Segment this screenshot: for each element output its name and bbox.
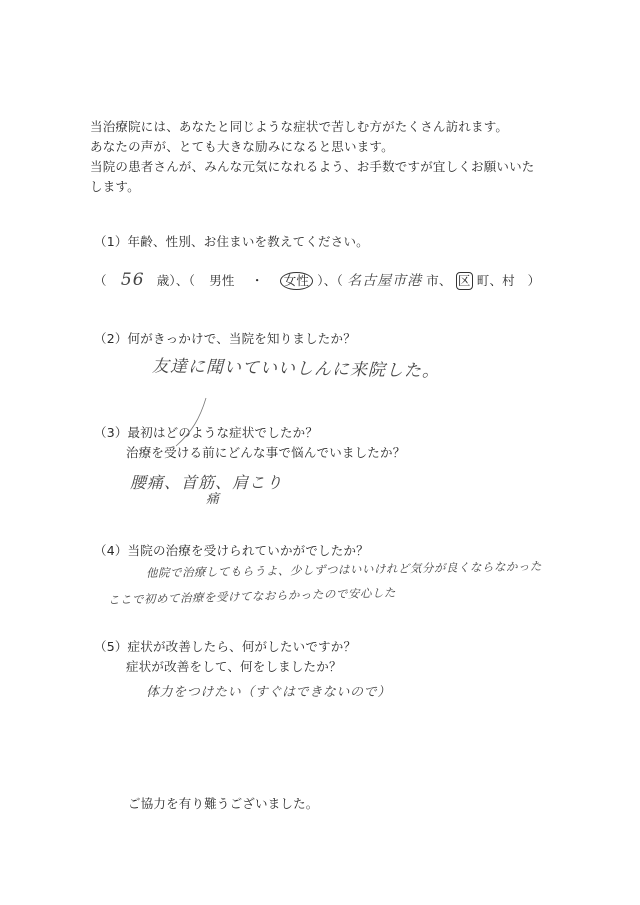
intro-line-3: 当院の患者さんが、みんな元気になれるよう、お手数ですが宜しくお願いいた — [90, 159, 535, 174]
answer-4-handwritten-line-1: 他院で治療してもらうよ、少しずつはいいけれど気分が良くならなかった — [145, 559, 543, 580]
paren-open: （ — [94, 273, 107, 288]
intro-line-2: あなたの声が、とても大きな励みになると思います。 — [90, 139, 394, 154]
answer-4-handwritten-line-2: ここで初めて治療を受けてなおらかったので安心した — [107, 585, 397, 607]
answer-3-handwritten: 腰痛、首筋、肩こり — [130, 473, 284, 492]
male-option: 男性 — [209, 273, 235, 288]
question-3: （3）最初はどのような症状でしたか？ — [94, 425, 319, 440]
age-suffix: 歳）、（ — [156, 273, 196, 288]
city-suffix: 市、 — [426, 273, 452, 288]
question-5: （5）症状が改善したら、何がしたいですか？ — [94, 639, 357, 654]
question-3-sub: 治療を受ける前にどんな事で悩んでいましたか？ — [126, 445, 406, 460]
answer-3-handwritten-2: 痛 — [206, 492, 221, 507]
city-handwritten: 名古屋市港 — [347, 273, 423, 289]
intro-line-1: 当治療院には、あなたと同じような症状で苦しむ方がたくさん訪れます。 — [90, 119, 509, 134]
age-handwritten: 56 — [120, 270, 145, 290]
paren-middle: ）、（ — [317, 273, 343, 288]
question-2: （2）何がきっかけで、当院を知りましたか？ — [94, 331, 356, 346]
question-1: （1）年齢、性別、お住まいを教えてください。 — [94, 234, 369, 249]
intro-line-4: します。 — [90, 179, 140, 194]
answer-5-handwritten: 体力をつけたい（すぐはできないので） — [146, 685, 391, 700]
closing-thanks: ご協力を有り難うございました。 — [128, 796, 319, 811]
question-5-sub: 症状が改善をして、何をしましたか？ — [126, 659, 342, 674]
question-4: （4）当院の治療を受けられていかがでしたか？ — [94, 543, 369, 558]
female-option-circled: 女性 — [280, 272, 313, 290]
answer-2-handwritten: 友達に聞いていいしんに来院した。 — [151, 356, 441, 382]
option-separator: ・ — [250, 273, 264, 288]
ward-option-circled: 区 — [457, 273, 471, 288]
town-village-options: 町、村 ） — [476, 273, 541, 288]
